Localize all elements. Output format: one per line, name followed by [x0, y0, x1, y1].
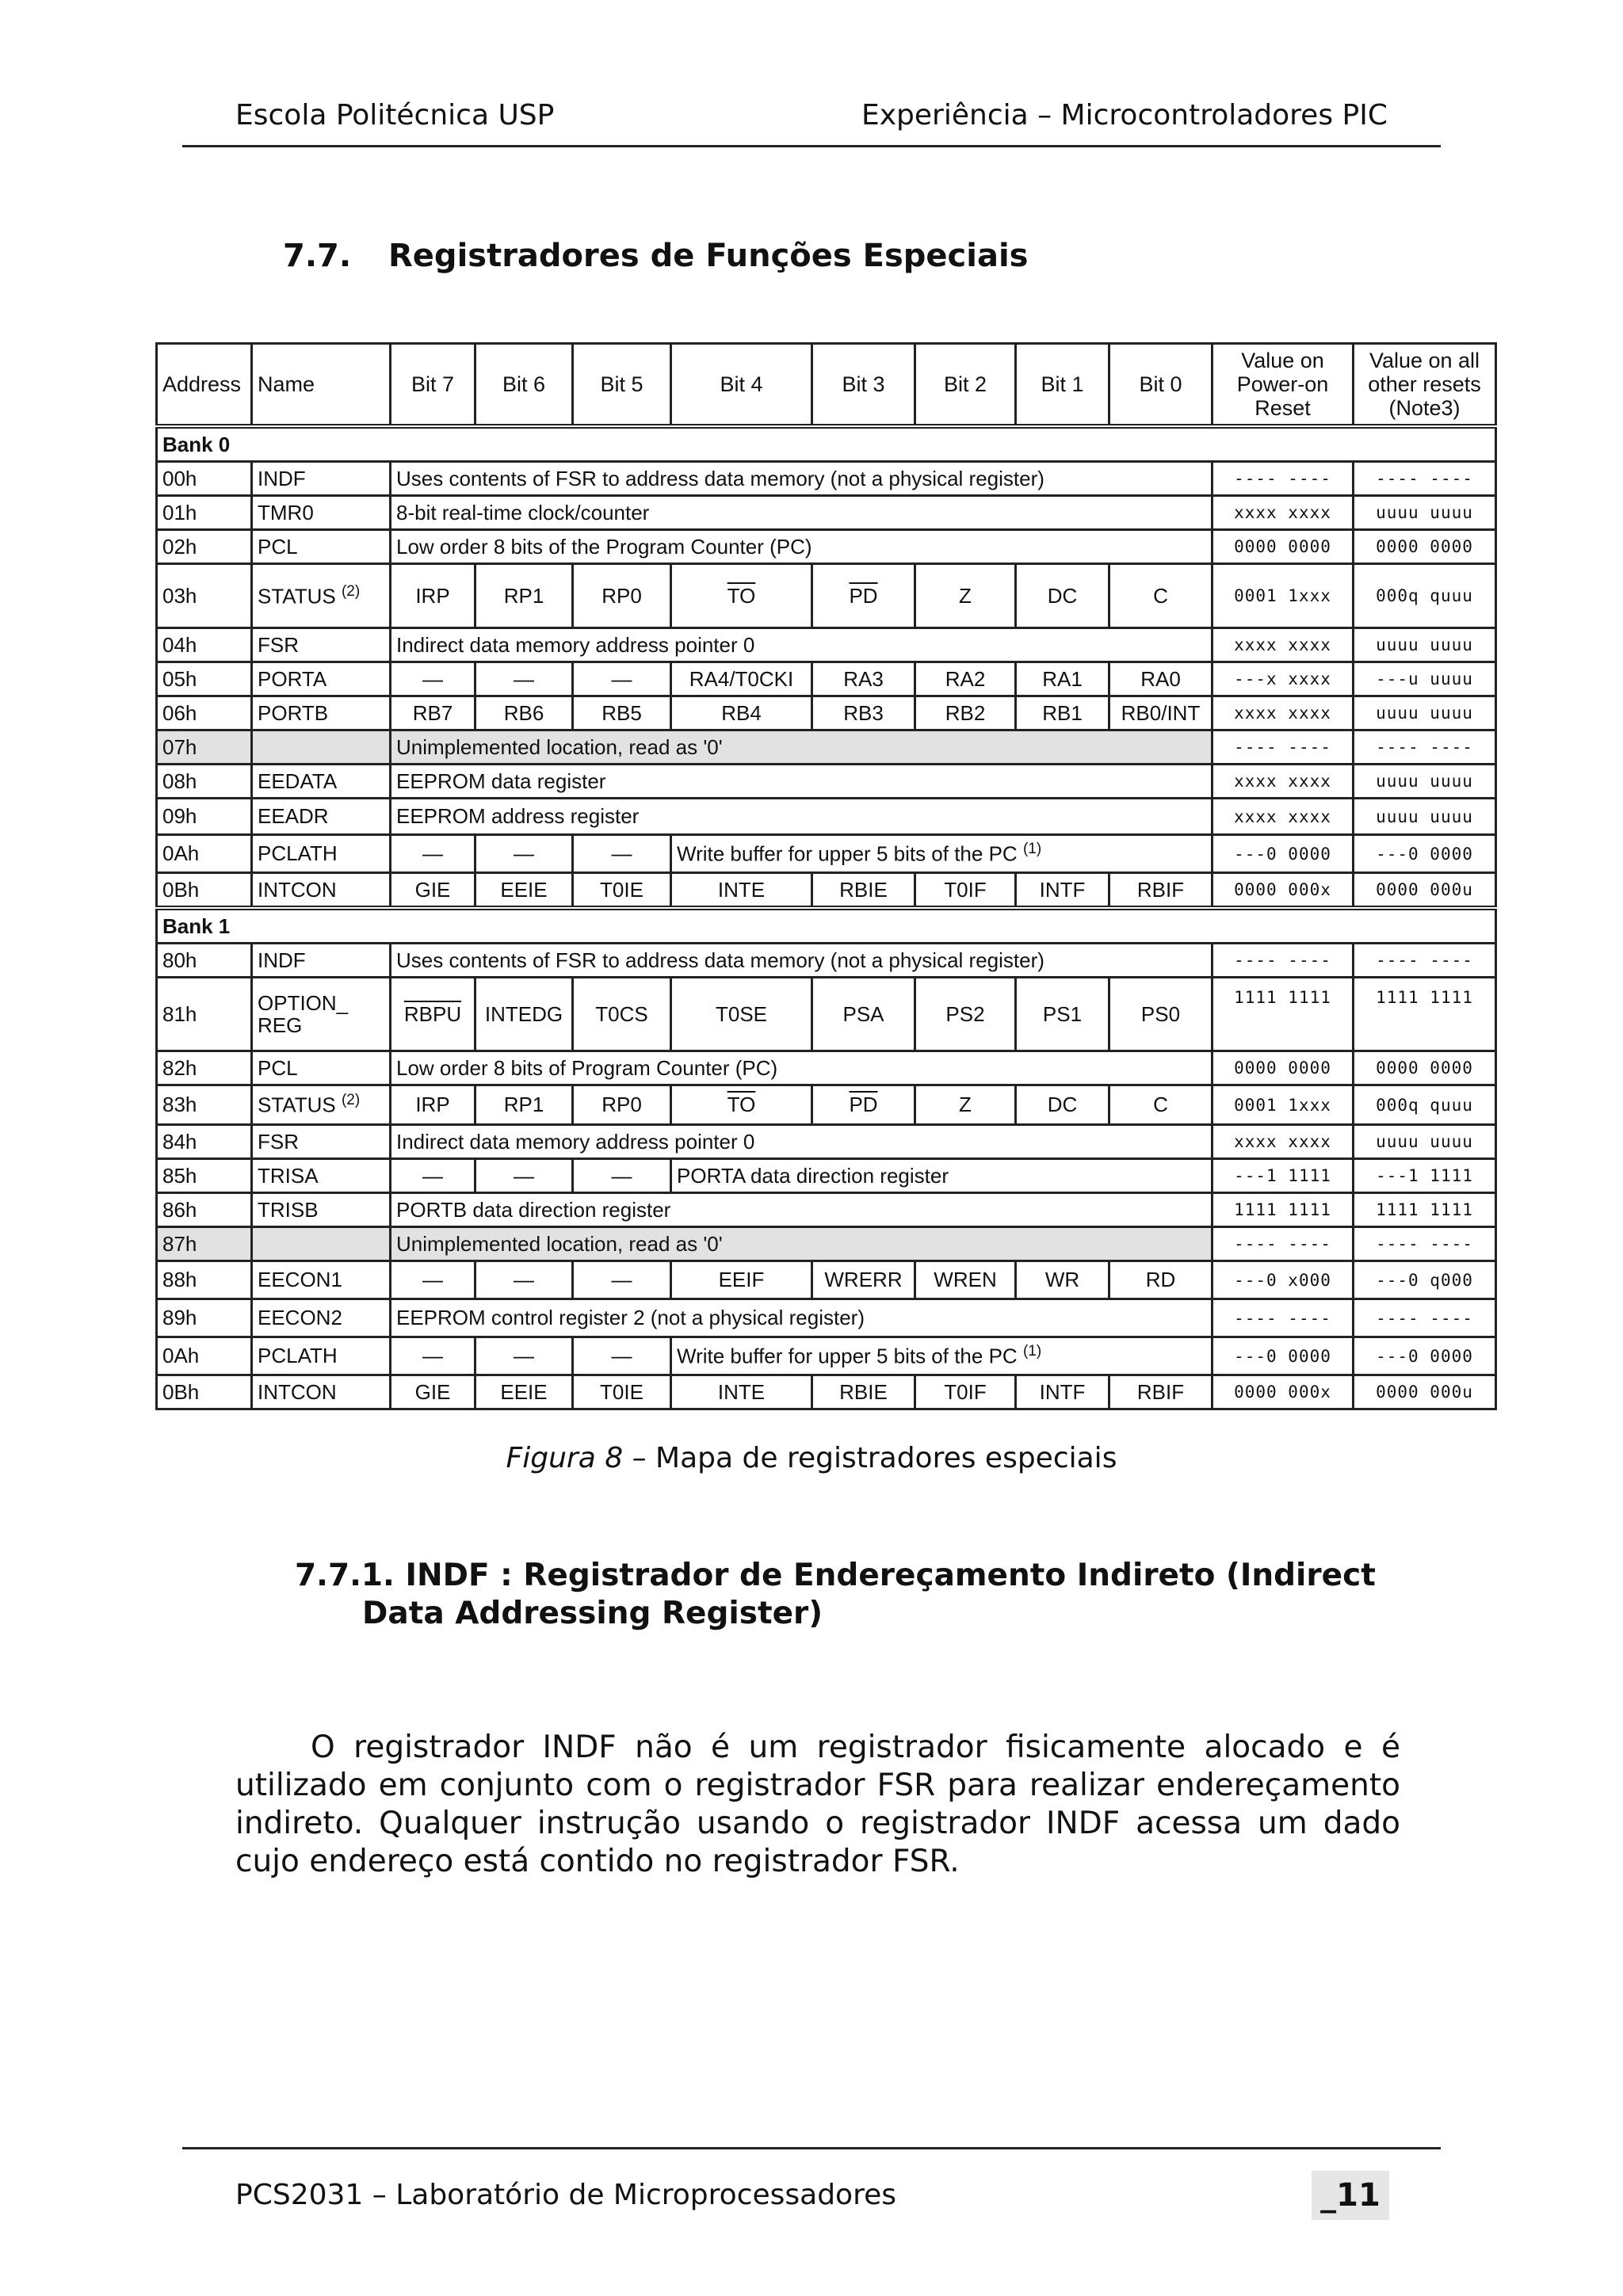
table-row — [157, 799, 1496, 835]
bit-cell: GIE — [391, 1375, 475, 1409]
section-title — [283, 238, 1028, 274]
name-cell — [252, 1227, 391, 1261]
other-cell: 000q quuu — [1354, 564, 1496, 628]
bit-cell: EEIE — [475, 1375, 573, 1409]
other-cell: ---0 0000 — [1354, 835, 1496, 873]
name-cell: EECON2 — [252, 1299, 391, 1337]
por-cell: xxxx xxxx — [1212, 628, 1354, 662]
bank1-label: Bank 1 — [157, 908, 1496, 944]
table-row — [157, 1125, 1496, 1159]
table-row — [157, 1085, 1496, 1125]
bit-cell: — — [475, 1337, 573, 1375]
bit-cell: $\overline{PD}$ — [812, 564, 915, 628]
bit-cell: RA4/T0CKI — [671, 662, 812, 696]
note-mark: (1) — [1022, 1343, 1042, 1360]
bit-cell: T0IE — [573, 1375, 671, 1409]
name-cell: PCL — [252, 530, 391, 564]
bit-cell: INTEDG — [475, 978, 573, 1051]
addr-cell: 06h — [157, 696, 252, 730]
desc-text: Write buffer for upper 5 bits of the PC — [677, 1344, 1018, 1368]
desc-cell — [671, 1337, 1212, 1375]
desc-cell: Uses contents of FSR to address data memory (not a physical register) — [391, 462, 1212, 496]
name-cell: INTCON — [252, 1375, 391, 1409]
bit-cell: — — [475, 1159, 573, 1193]
other-cell: ---- ---- — [1354, 944, 1496, 978]
bit-cell: INTF — [1016, 1375, 1109, 1409]
table-row — [157, 1375, 1496, 1409]
por-cell: ---x xxxx — [1212, 662, 1354, 696]
bit-cell: C — [1109, 564, 1212, 628]
table-row — [157, 696, 1496, 730]
por-cell: 0000 000x — [1212, 873, 1354, 909]
addr-cell: 80h — [157, 944, 252, 978]
note-mark: (1) — [1022, 841, 1042, 858]
bit-cell: T0IE — [573, 873, 671, 909]
addr-cell: 09h — [157, 799, 252, 835]
addr-cell: 08h — [157, 765, 252, 799]
por-cell: xxxx xxxx — [1212, 799, 1354, 835]
bit-cell: WR — [1016, 1261, 1109, 1299]
bit-cell: RA1 — [1016, 662, 1109, 696]
addr-cell: 82h — [157, 1051, 252, 1085]
bit-cell: — — [391, 1159, 475, 1193]
bit-cell: RA0 — [1109, 662, 1212, 696]
col-header-bit3: Bit 3 — [812, 344, 915, 427]
desc-cell: EEPROM control register 2 (not a physical register) — [391, 1299, 1212, 1337]
por-cell: ---0 0000 — [1212, 835, 1354, 873]
desc-cell: Indirect data memory address pointer 0 — [391, 628, 1212, 662]
bit-cell: $\overline{TO}$ — [671, 564, 812, 628]
bit-cell: RBIF — [1109, 1375, 1212, 1409]
bit-cell: — — [573, 662, 671, 696]
subsection-number: 7.7.1. — [295, 1558, 395, 1593]
bit-cell: PSA — [812, 978, 915, 1051]
col-header-bit7: Bit 7 — [391, 344, 475, 427]
por-cell: ---1 1111 — [1212, 1159, 1354, 1193]
bit-cell: $\overline{PD}$ — [812, 1085, 915, 1125]
bit-cell: EEIE — [475, 873, 573, 909]
table-row — [157, 944, 1496, 978]
addr-cell: 0Ah — [157, 1337, 252, 1375]
subsection-title — [295, 1557, 1420, 1633]
table-row — [157, 462, 1496, 496]
addr-cell: 07h — [157, 730, 252, 765]
bit-cell: T0IF — [915, 1375, 1016, 1409]
bit-cell: C — [1109, 1085, 1212, 1125]
section-number: 7.7. — [283, 238, 352, 274]
other-cell: ---0 0000 — [1354, 1337, 1496, 1375]
bit-cell: — — [573, 1337, 671, 1375]
bit-cell: RD — [1109, 1261, 1212, 1299]
bit-cell: EEIF — [671, 1261, 812, 1299]
por-cell: 0001 1xxx — [1212, 564, 1354, 628]
other-cell: ---u uuuu — [1354, 662, 1496, 696]
bit-cell: Z — [915, 564, 1016, 628]
name-cell: TMR0 — [252, 496, 391, 530]
por-cell: 0001 1xxx — [1212, 1085, 1354, 1125]
bit-cell: RBIF — [1109, 873, 1212, 909]
footer-left: PCS2031 – Laboratório de Microprocessadores — [235, 2179, 896, 2211]
section-title-text: Registradores de Funções Especiais — [388, 238, 1029, 274]
table-row — [157, 1337, 1496, 1375]
por-cell: 0000 000x — [1212, 1375, 1354, 1409]
other-cell: uuuu uuuu — [1354, 696, 1496, 730]
table-row — [157, 1193, 1496, 1227]
name-cell: PCL — [252, 1051, 391, 1085]
subsection-title-line1: INDF : Registrador de Endereçamento Indireto (Indirect — [405, 1558, 1376, 1593]
other-cell: ---- ---- — [1354, 1299, 1496, 1337]
bit-cell: PS2 — [915, 978, 1016, 1051]
bit-cell: DC — [1016, 564, 1109, 628]
table-row — [157, 835, 1496, 873]
bit-cell: — — [391, 835, 475, 873]
col-header-bit0: Bit 0 — [1109, 344, 1212, 427]
bit-cell: RB1 — [1016, 696, 1109, 730]
desc-cell: PORTA data direction register — [671, 1159, 1212, 1193]
table-header-row — [157, 344, 1496, 427]
addr-cell: 89h — [157, 1299, 252, 1337]
table-row — [157, 1227, 1496, 1261]
other-cell: 0000 000u — [1354, 1375, 1496, 1409]
addr-cell: 03h — [157, 564, 252, 628]
bit-cell: RA3 — [812, 662, 915, 696]
name-cell: TRISA — [252, 1159, 391, 1193]
other-cell: uuuu uuuu — [1354, 765, 1496, 799]
other-cell: 0000 0000 — [1354, 530, 1496, 564]
addr-cell: 87h — [157, 1227, 252, 1261]
subsection-title-line2: Data Addressing Register) — [362, 1596, 823, 1631]
other-cell: 0000 0000 — [1354, 1051, 1496, 1085]
name-cell: PORTA — [252, 662, 391, 696]
col-header-name: Name — [252, 344, 391, 427]
header-right: Experiência – Microcontroladores PIC — [861, 99, 1388, 132]
name-cell: EECON1 — [252, 1261, 391, 1299]
bit-cell: IRP — [391, 564, 475, 628]
desc-cell: PORTB data direction register — [391, 1193, 1212, 1227]
por-cell: ---- ---- — [1212, 730, 1354, 765]
caption-text: – Mapa de registradores especiais — [623, 1442, 1117, 1474]
addr-cell: 0Bh — [157, 873, 252, 909]
por-cell: ---0 x000 — [1212, 1261, 1354, 1299]
bit-cell: RP1 — [475, 1085, 573, 1125]
addr-cell: 05h — [157, 662, 252, 696]
bit-cell: RP0 — [573, 1085, 671, 1125]
por-cell: ---- ---- — [1212, 944, 1354, 978]
name-cell: OPTION_ REG — [252, 978, 391, 1051]
desc-text: Write buffer for upper 5 bits of the PC — [677, 841, 1018, 866]
header-left: Escola Politécnica USP — [235, 99, 555, 132]
bit-cell: INTE — [671, 873, 812, 909]
por-cell: xxxx xxxx — [1212, 696, 1354, 730]
desc-cell: Unimplemented location, read as '0' — [391, 1227, 1212, 1261]
other-cell: ---- ---- — [1354, 1227, 1496, 1261]
note-mark: (2) — [341, 582, 361, 600]
other-cell: 0000 000u — [1354, 873, 1496, 909]
bit-cell: RP1 — [475, 564, 573, 628]
name-cell — [252, 1085, 391, 1125]
other-cell: uuuu uuuu — [1354, 1125, 1496, 1159]
table-row — [157, 765, 1496, 799]
addr-cell: 0Bh — [157, 1375, 252, 1409]
name-cell — [252, 730, 391, 765]
addr-cell: 81h — [157, 978, 252, 1051]
bit-cell: RB5 — [573, 696, 671, 730]
table-row — [157, 628, 1496, 662]
name-cell: FSR — [252, 1125, 391, 1159]
bit-cell: T0CS — [573, 978, 671, 1051]
bit-cell: PS1 — [1016, 978, 1109, 1051]
page-number: _11 — [1312, 2171, 1389, 2220]
bit-cell: RB0/INT — [1109, 696, 1212, 730]
name-cell: INTCON — [252, 873, 391, 909]
bit-cell: WREN — [915, 1261, 1016, 1299]
por-cell: ---- ---- — [1212, 462, 1354, 496]
header-rule — [182, 145, 1441, 147]
col-header-bit4: Bit 4 — [671, 344, 812, 427]
desc-cell: Low order 8 bits of Program Counter (PC) — [391, 1051, 1212, 1085]
bit-cell: WRERR — [812, 1261, 915, 1299]
other-cell: uuuu uuuu — [1354, 628, 1496, 662]
desc-cell: Unimplemented location, read as '0' — [391, 730, 1212, 765]
col-header-bit6: Bit 6 — [475, 344, 573, 427]
bit-cell: — — [573, 1159, 671, 1193]
bit-cell: DC — [1016, 1085, 1109, 1125]
desc-cell — [671, 835, 1212, 873]
bit-cell: RB2 — [915, 696, 1016, 730]
bit-cell: PS0 — [1109, 978, 1212, 1051]
addr-cell: 04h — [157, 628, 252, 662]
bit-cell: — — [573, 1261, 671, 1299]
bit-cell: RBPU — [391, 978, 475, 1051]
por-cell: ---- ---- — [1212, 1299, 1354, 1337]
note-mark: (2) — [341, 1092, 361, 1109]
register-map-table — [155, 342, 1497, 1410]
table-row — [157, 730, 1496, 765]
table-row — [157, 530, 1496, 564]
table-row — [157, 1299, 1496, 1337]
addr-cell: 01h — [157, 496, 252, 530]
caption-label: Figura 8 — [506, 1442, 624, 1474]
addr-cell: 84h — [157, 1125, 252, 1159]
addr-cell: 00h — [157, 462, 252, 496]
other-cell: uuuu uuuu — [1354, 496, 1496, 530]
bit-cell: RB6 — [475, 696, 573, 730]
bit-cell: T0IF — [915, 873, 1016, 909]
body-paragraph: O registrador INDF não é um registrador fisicamente alocado e é utilizado em conjunto com o registrador FSR para realizar endereçamento indireto. Qualquer instrução usando o registrador INDF acessa um dado cujo endereço está contido no registrador FSR. — [235, 1730, 1400, 1879]
por-cell: xxxx xxxx — [1212, 1125, 1354, 1159]
bit-cell: IRP — [391, 1085, 475, 1125]
bit-cell: RB7 — [391, 696, 475, 730]
col-header-address: Address — [157, 344, 252, 427]
desc-cell: 8-bit real-time clock/counter — [391, 496, 1212, 530]
name-text: STATUS — [258, 1093, 336, 1117]
col-header-bit2: Bit 2 — [915, 344, 1016, 427]
bank1-row — [157, 908, 1496, 944]
name-cell: EEADR — [252, 799, 391, 835]
bit-cell: — — [475, 662, 573, 696]
addr-cell: 83h — [157, 1085, 252, 1125]
name-cell: EEDATA — [252, 765, 391, 799]
addr-cell: 88h — [157, 1261, 252, 1299]
por-cell: 1111 1111 — [1212, 978, 1354, 1051]
addr-cell: 86h — [157, 1193, 252, 1227]
desc-cell: Uses contents of FSR to address data memory (not a physical register) — [391, 944, 1212, 978]
bit-cell: INTF — [1016, 873, 1109, 909]
other-cell: ---- ---- — [1354, 462, 1496, 496]
other-cell: 1111 1111 — [1354, 978, 1496, 1051]
desc-cell: EEPROM data register — [391, 765, 1212, 799]
por-cell: ---0 0000 — [1212, 1337, 1354, 1375]
bank0-row — [157, 426, 1496, 462]
bit-cell: — — [391, 662, 475, 696]
desc-cell: EEPROM address register — [391, 799, 1212, 835]
other-cell: ---- ---- — [1354, 730, 1496, 765]
bank0-label: Bank 0 — [157, 426, 1496, 462]
other-cell: ---1 1111 — [1354, 1159, 1496, 1193]
bit-cell: T0SE — [671, 978, 812, 1051]
other-cell: 000q quuu — [1354, 1085, 1496, 1125]
col-header-por: Value on Power-on Reset — [1212, 344, 1354, 427]
bit-cell: Z — [915, 1085, 1016, 1125]
col-header-other: Value on all other resets (Note3) — [1354, 344, 1496, 427]
bit-cell: $\overline{TO}$ — [671, 1085, 812, 1125]
por-cell: xxxx xxxx — [1212, 765, 1354, 799]
other-cell: ---0 q000 — [1354, 1261, 1496, 1299]
por-cell: xxxx xxxx — [1212, 496, 1354, 530]
addr-cell: 02h — [157, 530, 252, 564]
table-row — [157, 1051, 1496, 1085]
bit-cell: — — [391, 1337, 475, 1375]
table-row — [157, 564, 1496, 628]
name-cell: INDF — [252, 462, 391, 496]
name-cell: PCLATH — [252, 1337, 391, 1375]
bit-cell: — — [475, 1261, 573, 1299]
other-cell: 1111 1111 — [1354, 1193, 1496, 1227]
desc-cell: Indirect data memory address pointer 0 — [391, 1125, 1212, 1159]
name-cell: TRISB — [252, 1193, 391, 1227]
name-cell — [252, 564, 391, 628]
bit-cell: INTE — [671, 1375, 812, 1409]
table-row — [157, 978, 1496, 1051]
bit-cell: GIE — [391, 873, 475, 909]
name-cell: INDF — [252, 944, 391, 978]
por-cell: 1111 1111 — [1212, 1193, 1354, 1227]
table-row — [157, 1261, 1496, 1299]
name-cell: FSR — [252, 628, 391, 662]
table-row — [157, 1159, 1496, 1193]
name-cell: PCLATH — [252, 835, 391, 873]
desc-cell: Low order 8 bits of the Program Counter (PC) — [391, 530, 1212, 564]
col-header-bit5: Bit 5 — [573, 344, 671, 427]
table-row — [157, 496, 1496, 530]
bit-cell: RB4 — [671, 696, 812, 730]
col-header-bit1: Bit 1 — [1016, 344, 1109, 427]
bit-cell: RA2 — [915, 662, 1016, 696]
name-text: STATUS — [258, 584, 336, 608]
bit-cell: RBIE — [812, 873, 915, 909]
name-cell: PORTB — [252, 696, 391, 730]
bit-cell: RBIE — [812, 1375, 915, 1409]
addr-cell: 85h — [157, 1159, 252, 1193]
bit-cell: RP0 — [573, 564, 671, 628]
bit-cell: RB3 — [812, 696, 915, 730]
bit-cell: — — [573, 835, 671, 873]
table-row — [157, 873, 1496, 909]
footer-rule — [182, 2147, 1441, 2149]
bit-cell: — — [391, 1261, 475, 1299]
other-cell: uuuu uuuu — [1354, 799, 1496, 835]
por-cell: 0000 0000 — [1212, 1051, 1354, 1085]
table-row — [157, 662, 1496, 696]
por-cell: 0000 0000 — [1212, 530, 1354, 564]
bit-cell: — — [475, 835, 573, 873]
addr-cell: 0Ah — [157, 835, 252, 873]
por-cell: ---- ---- — [1212, 1227, 1354, 1261]
figure-caption — [0, 1442, 1623, 1474]
